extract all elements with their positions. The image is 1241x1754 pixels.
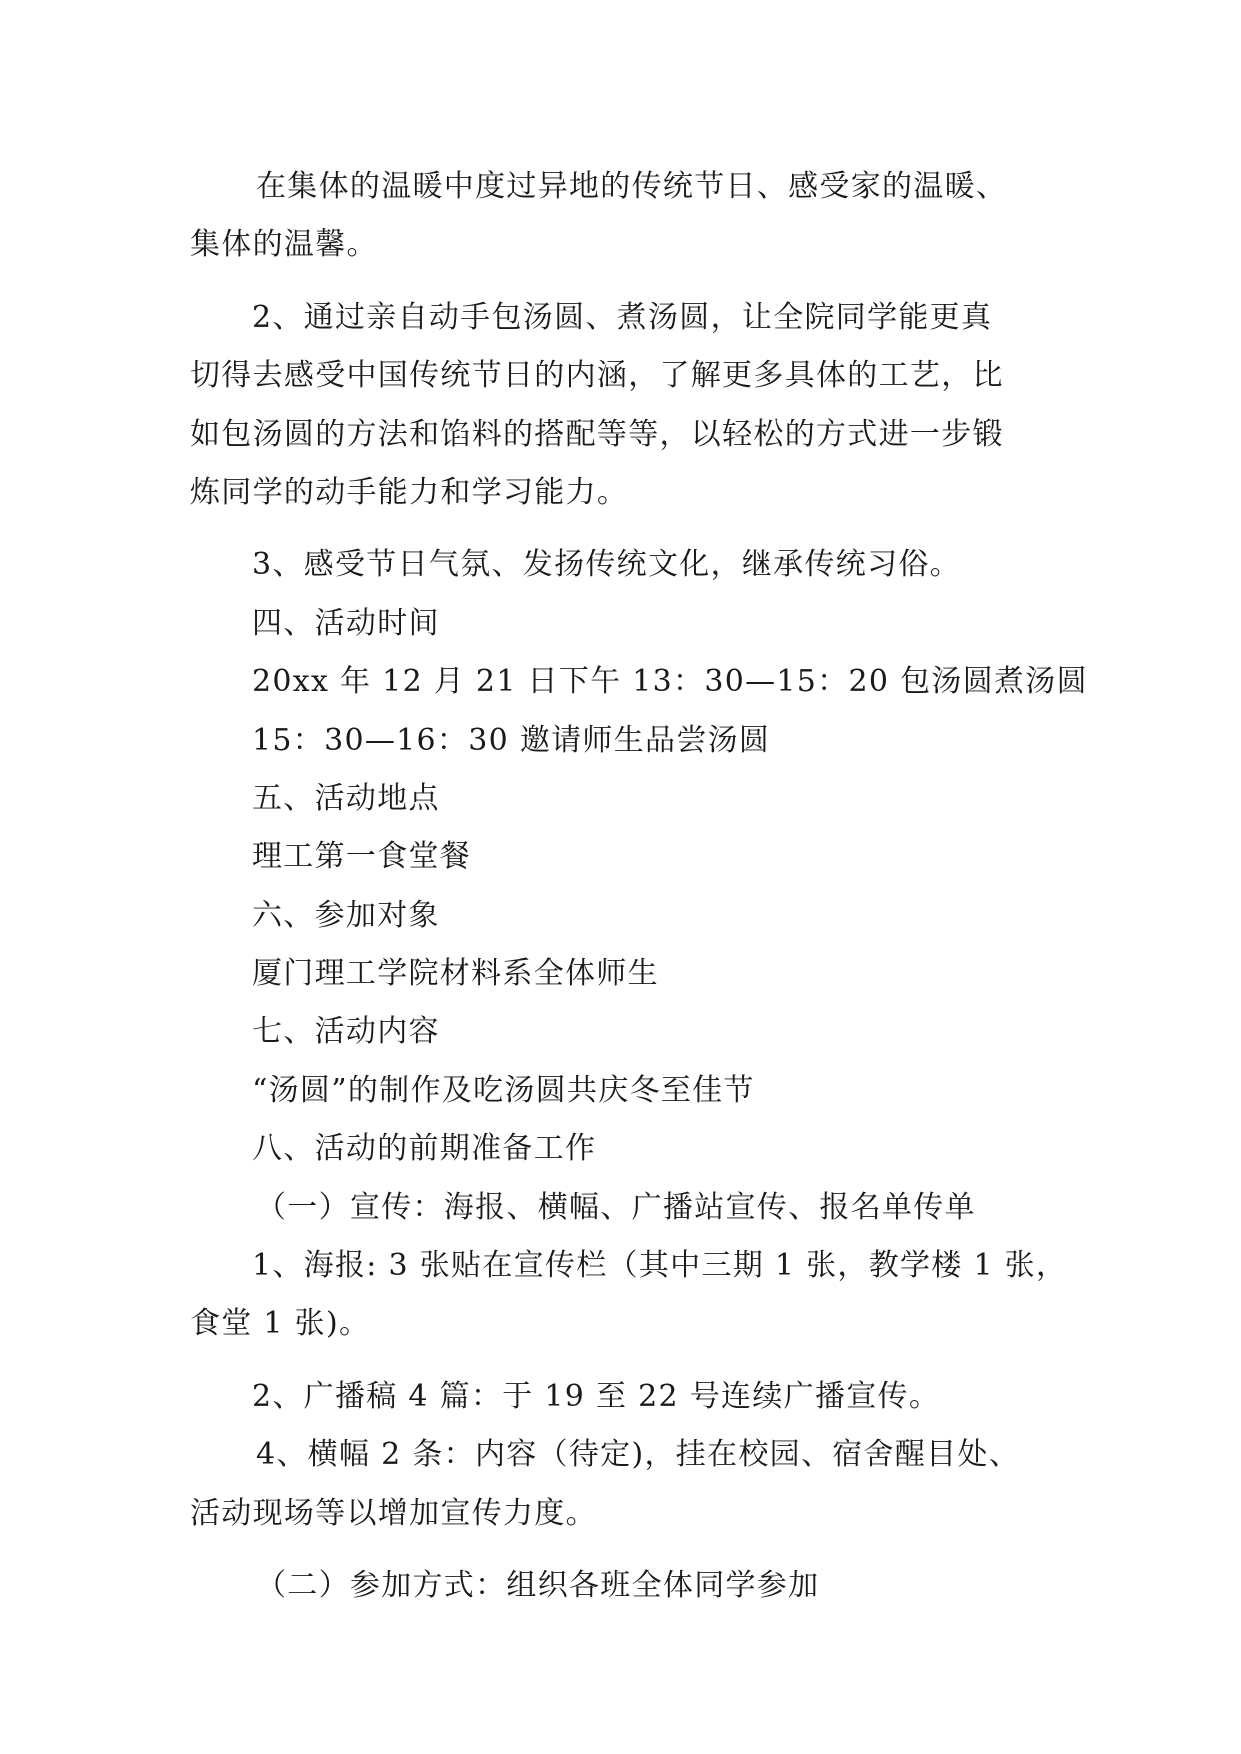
paragraph-line: 1、海报: 3 张贴在宣传栏（其中三期 1 张，教学楼 1 张， — [252, 1248, 1068, 1284]
paragraph-line: 炼同学的动手能力和学习能力。 — [190, 474, 629, 510]
paragraph-line: 3、感受节日气氛、发扬传统文化，继承传统习俗。 — [252, 547, 961, 583]
section-heading: 七、活动内容 — [252, 1014, 440, 1050]
paragraph-line: （二）参加方式：组织各班全体同学参加 — [256, 1567, 820, 1603]
paragraph-line: 4、横幅 2 条：内容（待定)，挂在校园、宿舍醒目处、 — [256, 1437, 1021, 1473]
paragraph-line: 在集体的温暖中度过异地的传统节日、感受家的温暖、 — [256, 169, 1008, 204]
paragraph-line: 2、广播稿 4 篇：于 19 至 22 号连续广播宣传。 — [252, 1378, 941, 1414]
paragraph-line: 活动现场等以增加宣传力度。 — [190, 1495, 597, 1531]
paragraph-line: 切得去感受中国传统节日的内涵，了解更多具体的工艺，比 — [190, 358, 1004, 394]
paragraph-line: 集体的温馨。 — [190, 227, 378, 263]
paragraph-line: 15：30—16：30 邀请师生品尝汤圆 — [252, 722, 771, 758]
section-heading: 八、活动的前期准备工作 — [252, 1131, 597, 1167]
section-heading: 四、活动时间 — [252, 605, 440, 641]
paragraph-line: （一）宣传：海报、横幅、广播站宣传、报名单传单 — [256, 1189, 976, 1225]
paragraph-line: 理工第一食堂餐 — [252, 839, 472, 875]
section-heading: 六、参加对象 — [252, 897, 440, 933]
paragraph-line: 厦门理工学院材料系全体师生 — [252, 956, 659, 992]
paragraph-line: “汤圆”的制作及吃汤圆共庆冬至佳节 — [252, 1072, 755, 1108]
paragraph-gap — [190, 522, 1070, 536]
section-heading: 五、活动地点 — [252, 780, 440, 816]
paragraph-gap — [190, 1354, 1070, 1368]
paragraph-gap — [190, 275, 1070, 289]
paragraph-line: 2、通过亲自动手包汤圆、煮汤圆，让全院同学能更真 — [252, 299, 993, 335]
paragraph-line: 食堂 1 张)。 — [190, 1306, 371, 1342]
paragraph-gap — [190, 1543, 1070, 1557]
paragraph-line: 20xx 年 12 月 21 日下午 13：30—15：20 包汤圆煮汤圆 — [252, 664, 1088, 700]
paragraph-line: 如包汤圆的方法和馅料的搭配等等，以轻松的方式进一步锻 — [190, 416, 1004, 452]
document-body — [190, 158, 1088, 1615]
